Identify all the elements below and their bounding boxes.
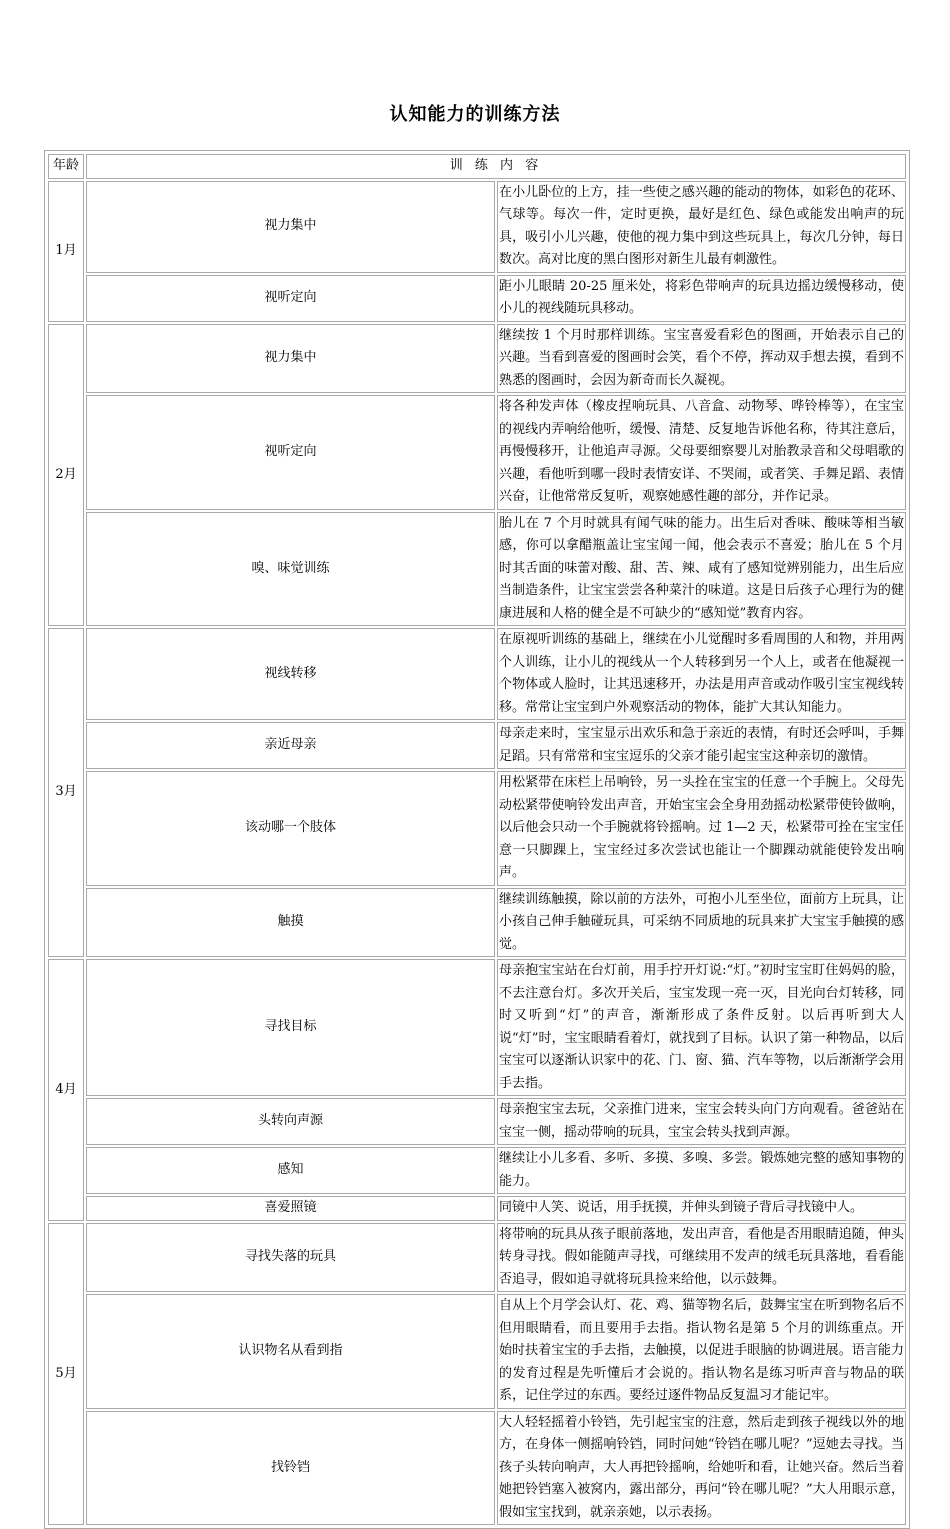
table-row [48,275,906,322]
table-row [48,324,906,394]
training-topic: 视线转移 [86,628,495,720]
training-topic: 嗅、味觉训练 [86,512,495,627]
training-topic: 视力集中 [86,324,495,394]
training-content: 继续让小儿多看、多听、多摸、多嗅、多尝。锻炼她完整的感知事物的能力。 [497,1147,906,1194]
training-content: 自从上个月学会认灯、花、鸡、猫等物名后，鼓舞宝宝在听到物名后不但用眼睛看，而且要用手去指。指认物名是第 5 个月的训练重点。开始时扶着宝宝的手去指，去触摸，以促进手眼脑的协调进展。语言能力的发育过程是先听懂后才会说的。指认物名是练习听声音与物品的联系，记住学过的东西。要经过逐件物品反复温习才能记牢。 [497,1294,906,1409]
table-row [48,1098,906,1145]
table-row [48,512,906,627]
training-topic: 视力集中 [86,181,495,273]
training-content: 母亲抱宝宝站在台灯前，用手拧开灯说:“灯。”初时宝宝盯住妈妈的脸，不去注意台灯。多次开关后，宝宝发现一亮一灭，目光向台灯转移，同时又听到“灯”的声音，渐渐形成了条件反射。以后再听到大人说“灯”时，宝宝眼睛看着灯，就找到了目标。认识了第一种物品，以后宝宝可以逐渐认识家中的花、门、窗、猫、汽车等物，以后渐渐学会用手去指。 [497,959,906,1096]
table-row [48,1223,906,1293]
training-topic: 寻找目标 [86,959,495,1096]
training-topic: 认识物名从看到指 [86,1294,495,1409]
training-table-frame [44,150,910,1529]
table-row [48,1411,906,1526]
training-content: 将带响的玩具从孩子眼前落地，发出声音，看他是否用眼睛追随，伸头转身寻找。假如能随声寻找，可继续用不发声的绒毛玩具落地，看看能否追寻，假如追寻就将玩具捡来给他，以示鼓舞。 [497,1223,906,1293]
table-row [48,722,906,769]
table-row [48,959,906,1096]
month-label: 5月 [48,1223,84,1526]
training-content: 在小儿卧位的上方，挂一些使之感兴趣的能动的物体，如彩色的花环、气球等。每次一件，定时更换，最好是红色、绿色或能发出响声的玩具，吸引小儿兴趣，使他的视力集中到这些玩具上，每次几分钟，每日数次。高对比度的黑白图形对新生儿最有刺激性。 [497,181,906,273]
training-content: 在原视听训练的基础上，继续在小儿觉醒时多看周围的人和物，并用两个人训练，让小儿的视线从一个人转移到另一个人上，或者在他凝视一个物体或人脸时，让其迅速移开，办法是用声音或动作吸引宝宝视线转移。常常让宝宝到户外观察活动的物体，能扩大其认知能力。 [497,628,906,720]
table-row [48,181,906,273]
training-content: 将各种发声体（橡皮捏响玩具、八音盒、动物琴、哗铃棒等），在宝宝的视线内弄响给他听，缓慢、清楚、反复地告诉他名称，待其注意后，再慢慢移开，让他追声寻源。父母要细察婴儿对胎教录音和父母唱歌的兴趣，看他听到哪一段时表情安详、不哭闹，或者笑、手舞足蹈、表情兴奋，让他常常反复听，观察她感性趣的部分，并作记录。 [497,395,906,510]
month-label: 1月 [48,181,84,322]
training-content: 继续按 1 个月时那样训练。宝宝喜爱看彩色的图画，开始表示自己的兴趣。当看到喜爱的图画时会笑，看个不停，挥动双手想去摸，看到不熟悉的图画时，会因为新奇而长久凝视。 [497,324,906,394]
header-content: 训 练 内 容 [86,154,906,179]
month-label: 2月 [48,324,84,627]
training-content: 胎儿在 7 个月时就具有闻气味的能力。出生后对香味、酸味等相当敏感，你可以拿醋瓶盖让宝宝闻一闻，他会表示不喜爱；胎儿在 5 个月时其舌面的味蕾对酸、甜、苦、辣、咸有了感知觉辨别能力，出生后应当制造条件，让宝宝尝尝各种菜汁的味道。这是日后孩子心理行为的健康进展和人格的健全是不可缺少的“感知觉”教育内容。 [497,512,906,627]
training-topic: 亲近母亲 [86,722,495,769]
training-topic: 喜爱照镜 [86,1196,495,1221]
table-row [48,888,906,958]
training-topic: 触摸 [86,888,495,958]
training-content: 母亲走来时，宝宝显示出欢乐和急于亲近的表情，有时还会呼叫，手舞足蹈。只有常常和宝宝逗乐的父亲才能引起宝宝这种亲切的激情。 [497,722,906,769]
table-row [48,628,906,720]
training-content: 距小儿眼睛 20-25 厘米处，将彩色带响声的玩具边摇边缓慢移动，使小儿的视线随玩具移动。 [497,275,906,322]
header-age: 年龄 [48,154,84,179]
month-label: 3月 [48,628,84,957]
training-content: 继续训练触摸，除以前的方法外，可抱小儿至坐位，面前方上玩具，让小孩自己伸手触碰玩具，可采纳不同质地的玩具来扩大宝宝手触摸的感觉。 [497,888,906,958]
training-topic: 该动哪一个肢体 [86,771,495,886]
table-row [48,771,906,886]
table-row [48,395,906,510]
table-row [48,1147,906,1194]
training-topic: 找铃铛 [86,1411,495,1526]
table-row [48,1294,906,1409]
training-content: 大人轻轻摇着小铃铛，先引起宝宝的注意，然后走到孩子视线以外的地方，在身体一侧摇响铃铛，同时问她“铃铛在哪儿呢？”逗她去寻找。当孩子头转向响声，大人再把铃摇响，给她听和看，让她兴奋。然后当着她把铃铛塞入被窝内，露出部分，再问“铃在哪儿呢？”大人用眼示意，假如宝宝找到，就亲亲她，以示表扬。 [497,1411,906,1526]
training-topic: 视听定向 [86,275,495,322]
month-label: 4月 [48,959,84,1221]
training-content: 同镜中人笑、说话，用手抚摸，并伸头到镜子背后寻找镜中人。 [497,1196,906,1221]
training-content: 用松紧带在床栏上吊响铃，另一头拴在宝宝的任意一个手腕上。父母先动松紧带使响铃发出声音，开始宝宝会全身用劲摇动松紧带使铃做响，以后他会只动一个手腕就将铃摇响。过 1—2 天，松紧带可拴在宝宝任意一只脚踝上，宝宝经过多次尝试也能让一个脚踝动就能使铃发出响声。 [497,771,906,886]
training-topic: 视听定向 [86,395,495,510]
training-content: 母亲抱宝宝去玩，父亲推门进来，宝宝会转头向门方向观看。爸爸站在宝宝一侧，摇动带响的玩具，宝宝会转头找到声源。 [497,1098,906,1145]
table-row [48,1196,906,1221]
page-title: 认知能力的训练方法 [389,104,561,125]
training-topic: 头转向声源 [86,1098,495,1145]
training-topic: 寻找失落的玩具 [86,1223,495,1293]
table-header-row [48,154,906,179]
training-topic: 感知 [86,1147,495,1194]
training-table [46,152,908,1527]
